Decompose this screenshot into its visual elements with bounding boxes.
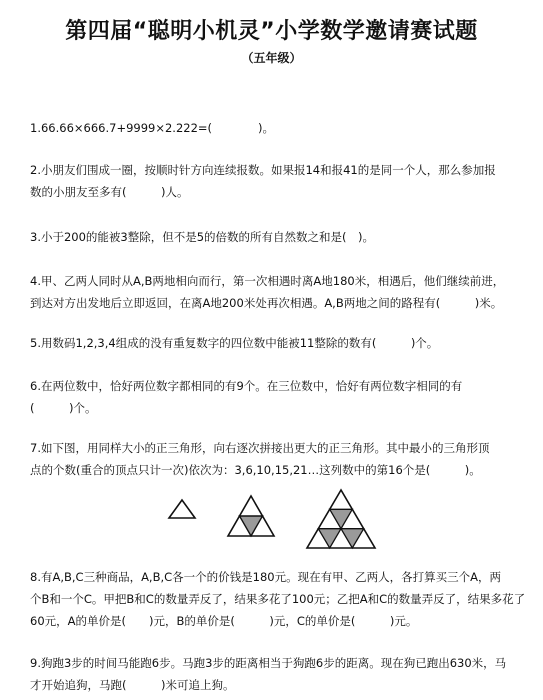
grade-subtitle: （五年级） xyxy=(241,51,302,65)
page-title: 第四届“聪明小机灵”小学数学邀请赛试题 xyxy=(65,19,478,44)
question-4 xyxy=(30,270,530,314)
question-9-line-2: 才开始追狗，马跑( )米可追上狗。 xyxy=(30,678,235,692)
question-2-line-1: 2.小朋友们围成一圈，按顺时针方向连续报数。如果报14和报41的是同一个人，那么参加报 xyxy=(30,163,496,177)
question-2-line-2: 数的小朋友至多有( )人。 xyxy=(30,185,189,199)
question-4-line-1: 4.甲、乙两人同时从A,B两地相向而行，第一次相遇时离A地180米，相遇后，他们继续前进， xyxy=(30,274,505,288)
question-6-line-2: ( )个。 xyxy=(30,401,97,415)
question-6-line-1: 6.在两位数中，恰好两位数字都相同的有9个。在三位数中，恰好有两位数字相同的有 xyxy=(30,379,463,393)
question-5-line-1: 5.用数码1,2,3,4组成的没有重复数字的四位数中能被11整除的数有( )个。 xyxy=(30,336,439,350)
triangle-figures xyxy=(0,490,543,550)
question-9-line-1: 9.狗跑3步的时间马能跑6步。马跑3步的距离相当于狗跑6步的距离。现在狗已跑出630米，马 xyxy=(30,656,507,670)
question-6 xyxy=(30,375,530,419)
question-8 xyxy=(30,566,530,632)
question-7-line-2: 点的个数(重合的顶点只计一次)依次为：3,6,10,15,21…这列数中的第16个是( )。 xyxy=(30,463,481,477)
triangle-figure-1 xyxy=(167,498,197,520)
question-8-line-1: 8.有A,B,C三种商品，A,B,C各一个的价钱是180元。现在有甲、乙两人，各打算买三个A，两 xyxy=(30,570,501,584)
question-5 xyxy=(30,332,530,354)
question-3 xyxy=(30,226,530,248)
triangle-figure-3 xyxy=(305,488,377,550)
question-1-line-1: 1.66.66×666.7+9999×2.222=( )。 xyxy=(30,121,275,135)
question-2 xyxy=(30,159,530,203)
triangle-figure-2 xyxy=(226,494,276,538)
question-1 xyxy=(30,117,530,139)
question-7 xyxy=(30,437,530,481)
question-8-line-3: 60元，A的单价是( )元，B的单价是( )元，C的单价是( )元。 xyxy=(30,614,418,628)
question-3-line-1: 3.小于200的能被3整除，但不是5的倍数的所有自然数之和是( )。 xyxy=(30,230,375,244)
question-8-line-2: 个B和一个C。甲把B和C的数量弄反了，结果多花了100元；乙把A和C的数量弄反了，结果多花了 xyxy=(30,592,526,606)
question-4-line-2: 到达对方出发地后立即返回，在离A地200米处再次相遇。A,B两地之间的路程有( )米。 xyxy=(30,296,503,310)
question-7-line-1: 7.如下图，用同样大小的正三角形，向右逐次拼接出更大的正三角形。其中最小的三角形顶 xyxy=(30,441,490,455)
question-9 xyxy=(30,652,530,696)
